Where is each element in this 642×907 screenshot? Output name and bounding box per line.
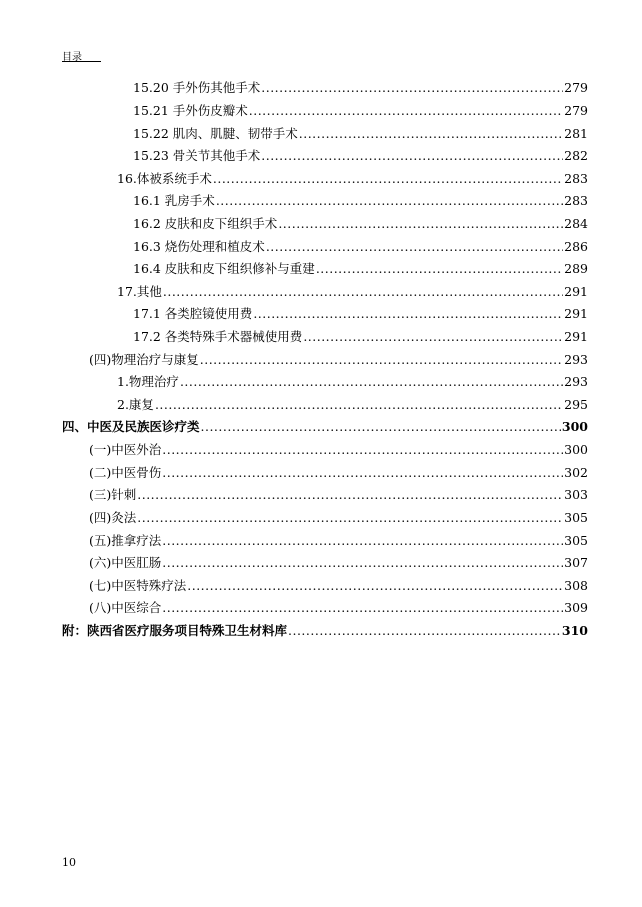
toc-leader-dots xyxy=(316,261,563,277)
toc-leader-dots xyxy=(155,397,563,413)
toc-entry-label: 17.1 各类腔镜使用费 xyxy=(133,306,253,321)
toc-entry[interactable] xyxy=(133,122,588,142)
toc-entry[interactable] xyxy=(89,551,588,571)
toc-entry-label: 2.康复 xyxy=(117,397,154,412)
running-header: 目录 xyxy=(62,52,82,63)
toc-entry-label: 15.22 肌肉、肌腱、韧带手术 xyxy=(133,126,298,141)
toc-entry-label: (四)灸法 xyxy=(89,510,137,525)
toc-leader-dots xyxy=(261,148,563,164)
toc-entry-label: (六)中医肛肠 xyxy=(89,555,162,570)
toc-leader-dots xyxy=(303,329,563,345)
toc-entry[interactable] xyxy=(89,438,588,458)
toc-entry[interactable] xyxy=(117,370,588,390)
toc-leader-dots xyxy=(163,284,563,300)
toc-entry-page: 300 xyxy=(561,419,588,434)
toc-entry-page: 303 xyxy=(564,487,588,502)
toc-leader-dots xyxy=(162,465,563,481)
toc-leader-dots xyxy=(253,306,563,322)
toc-entry-label: (八)中医综合 xyxy=(89,600,162,615)
toc-entry-label: 16.1 乳房手术 xyxy=(133,193,215,208)
toc-entry-page: 293 xyxy=(564,352,588,367)
toc-leader-dots xyxy=(137,510,563,526)
toc-entry-page: 291 xyxy=(564,306,588,321)
toc-entry[interactable] xyxy=(117,167,588,187)
toc-entry[interactable] xyxy=(117,280,588,300)
toc-entry-page: 293 xyxy=(564,374,588,389)
toc-entry[interactable] xyxy=(133,257,588,277)
toc-entry[interactable] xyxy=(133,189,588,209)
toc-entry-page: 305 xyxy=(564,510,588,525)
toc-entry[interactable] xyxy=(133,302,588,322)
toc-entry-label: 15.20 手外伤其他手术 xyxy=(133,80,261,95)
toc-entry-label: 15.23 骨关节其他手术 xyxy=(133,148,261,163)
toc-entry[interactable] xyxy=(62,619,588,639)
toc-entry-page: 282 xyxy=(564,148,588,163)
toc-leader-dots xyxy=(200,352,563,368)
toc-entry-label: 1.物理治疗 xyxy=(117,374,179,389)
toc-entry-page: 281 xyxy=(564,126,588,141)
toc-entry-page: 291 xyxy=(564,329,588,344)
toc-entry-page: 279 xyxy=(564,103,588,118)
toc-entry[interactable] xyxy=(133,235,588,255)
toc-entry[interactable] xyxy=(133,212,588,232)
toc-entry-label: (三)针刺 xyxy=(89,487,137,502)
toc-entry-label: (二)中医骨伤 xyxy=(89,465,162,480)
toc-entry[interactable] xyxy=(133,76,588,96)
toc-entry-page: 305 xyxy=(564,533,588,548)
toc-leader-dots xyxy=(162,555,563,571)
toc-entry-label: (七)中医特殊疗法 xyxy=(89,578,187,593)
toc-leader-dots xyxy=(162,442,563,458)
toc-entry-page: 291 xyxy=(564,284,588,299)
toc-entry[interactable] xyxy=(133,144,588,164)
toc-entry-page: 284 xyxy=(564,216,588,231)
header-rule xyxy=(62,61,101,62)
toc-entry-page: 295 xyxy=(564,397,588,412)
toc-entry[interactable] xyxy=(89,483,588,503)
toc-entry-page: 309 xyxy=(564,600,588,615)
toc-leader-dots xyxy=(137,487,563,503)
toc-leader-dots xyxy=(261,80,563,96)
toc-entry-label: 15.21 手外伤皮瓣术 xyxy=(133,103,248,118)
toc-entry[interactable] xyxy=(89,529,588,549)
toc-entry-page: 283 xyxy=(564,171,588,186)
toc-entry-page: 307 xyxy=(564,555,588,570)
toc-entry-label: 16.2 皮肤和皮下组织手术 xyxy=(133,216,278,231)
toc-leader-dots xyxy=(213,171,563,187)
toc-entry-page: 302 xyxy=(564,465,588,480)
toc-leader-dots xyxy=(162,600,563,616)
toc-entry-label: 附：陕西省医疗服务项目特殊卫生材料库 xyxy=(62,623,288,638)
toc-leader-dots xyxy=(187,578,563,594)
toc-leader-dots xyxy=(216,193,563,209)
toc-leader-dots xyxy=(201,419,561,435)
toc-leader-dots xyxy=(249,103,563,119)
toc-entry-page: 286 xyxy=(564,239,588,254)
toc-entry-page: 310 xyxy=(561,623,588,638)
toc-leader-dots xyxy=(266,239,563,255)
toc-entry[interactable] xyxy=(117,393,588,413)
toc-entry[interactable] xyxy=(89,574,588,594)
toc-entry-label: 四、中医及民族医诊疗类 xyxy=(62,419,200,434)
toc-leader-dots xyxy=(299,126,563,142)
toc-entry-page: 308 xyxy=(564,578,588,593)
toc-entry-label: 17.其他 xyxy=(117,284,162,299)
toc-entry-label: 16.体被系统手术 xyxy=(117,171,212,186)
toc-entry-label: 17.2 各类特殊手术器械使用费 xyxy=(133,329,303,344)
toc-leader-dots xyxy=(180,374,563,390)
toc-entry[interactable] xyxy=(89,506,588,526)
toc-entry-page: 300 xyxy=(564,442,588,457)
toc-entry[interactable] xyxy=(133,325,588,345)
toc-entry-page: 279 xyxy=(564,80,588,95)
page-number: 10 xyxy=(62,856,76,869)
toc-entry-label: 16.3 烧伤处理和植皮术 xyxy=(133,239,265,254)
toc-entry-page: 289 xyxy=(564,261,588,276)
toc-entry-label: 16.4 皮肤和皮下组织修补与重建 xyxy=(133,261,315,276)
toc-entry-label: (五)推拿疗法 xyxy=(89,533,162,548)
toc-leader-dots xyxy=(162,533,563,549)
toc-entry[interactable] xyxy=(133,99,588,119)
toc-leader-dots xyxy=(288,623,561,639)
toc-leader-dots xyxy=(278,216,563,232)
toc-entry-label: (一)中医外治 xyxy=(89,442,162,457)
toc-entry[interactable] xyxy=(62,415,588,435)
toc-entry[interactable] xyxy=(89,596,588,616)
toc-entry-label: (四)物理治疗与康复 xyxy=(89,352,199,367)
toc-entry[interactable] xyxy=(89,461,588,481)
toc-entry-page: 283 xyxy=(564,193,588,208)
toc-entry[interactable] xyxy=(89,348,588,368)
